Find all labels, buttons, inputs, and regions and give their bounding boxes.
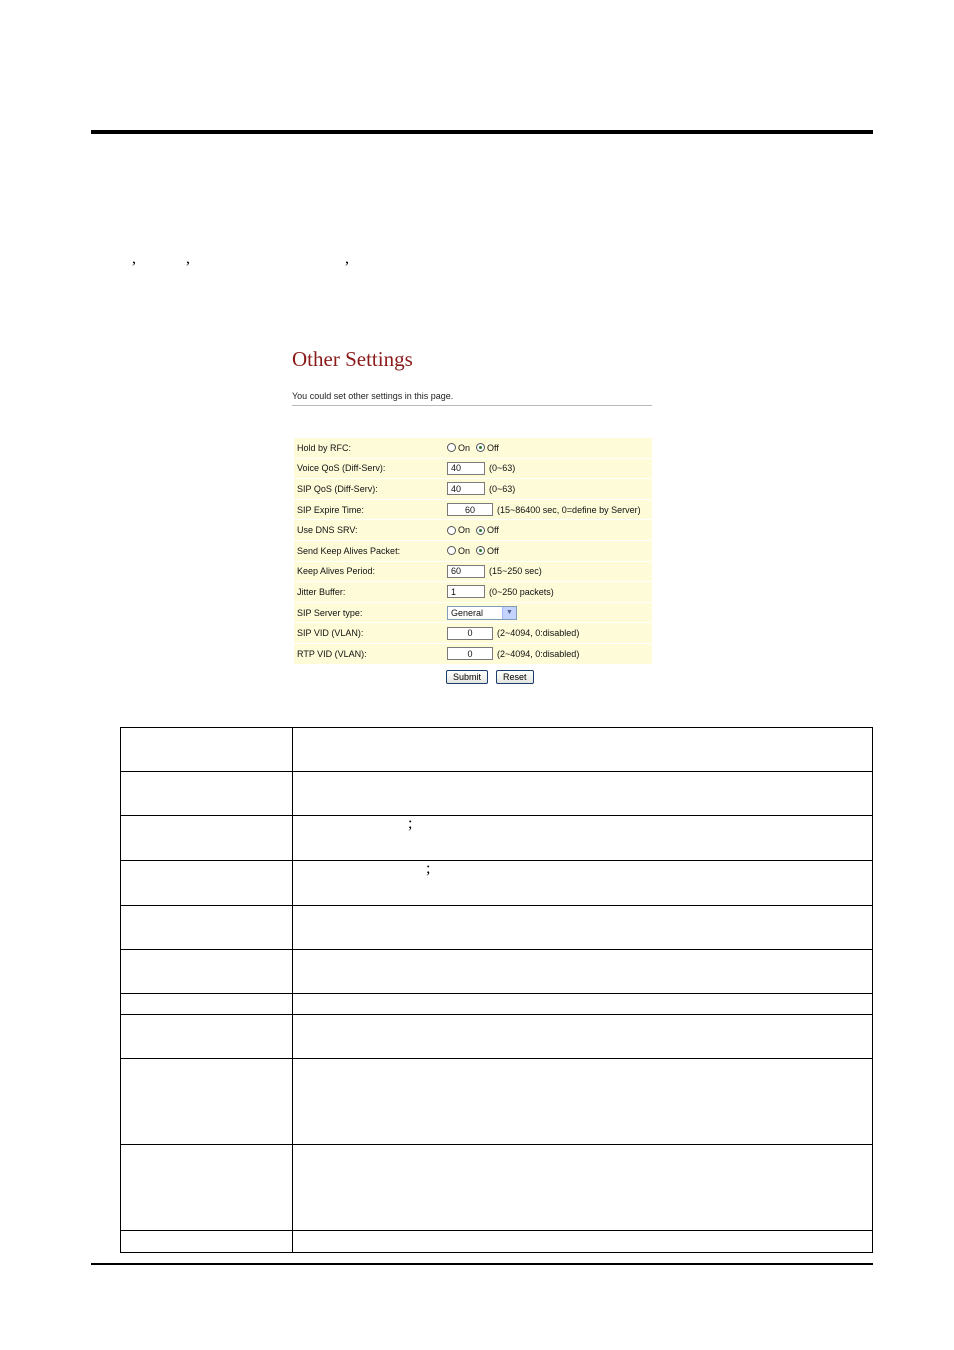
row-sip-expire-time: [294, 499, 652, 520]
table-cell-description: [293, 994, 873, 1015]
bottom-rule: [91, 1263, 873, 1265]
sip-qos-input[interactable]: 40: [447, 482, 485, 495]
table-row: [121, 994, 873, 1015]
send-keep-alives-label: Send Keep Alives Packet:: [297, 545, 401, 556]
row-use-dns-srv: [294, 519, 652, 540]
jitter-buffer-label: Jitter Buffer:: [297, 586, 346, 597]
use-dns-srv-label: Use DNS SRV:: [297, 525, 358, 536]
row-sip-qos: [294, 478, 652, 499]
chevron-down-icon[interactable]: ▼: [502, 607, 516, 619]
table-cell-term: [121, 816, 293, 861]
table-cell-term: [121, 861, 293, 906]
hold-by-rfc-label: Hold by RFC:: [297, 442, 352, 453]
table-cell-description: [293, 1145, 873, 1231]
semicolon-mark: ;: [426, 860, 431, 877]
page-title: Other Settings: [292, 347, 413, 371]
table-row: [121, 1231, 873, 1253]
table-cell-description: [293, 1059, 873, 1145]
table-cell-term: [121, 906, 293, 950]
sip-expire-time-label: SIP Expire Time:: [297, 504, 364, 515]
hold-by-rfc-on-radio[interactable]: On: [447, 443, 470, 453]
page-description: You could set other settings in this page.: [292, 391, 454, 401]
semicolon-mark: ;: [408, 815, 413, 832]
table-row: [121, 861, 873, 906]
voice-qos-label: Voice QoS (Diff-Serv):: [297, 463, 386, 474]
table-cell-description: [293, 1015, 873, 1059]
reset-button[interactable]: Reset: [496, 670, 534, 684]
row-rtp-vid: [294, 643, 652, 664]
form-buttons: [446, 670, 534, 684]
table-cell-term: [121, 1015, 293, 1059]
sip-vid-input[interactable]: 0: [447, 627, 493, 640]
table-row: [121, 1059, 873, 1145]
send-keep-alives-on-radio[interactable]: On: [447, 546, 470, 556]
rtp-vid-input[interactable]: 0: [447, 647, 493, 660]
table-cell-description: [293, 772, 873, 816]
table-cell-term: [121, 1059, 293, 1145]
keep-alives-period-label: Keep Alives Period:: [297, 566, 376, 577]
comma-mark: ,: [186, 250, 190, 267]
row-jitter-buffer: [294, 581, 652, 602]
table-row: [121, 1145, 873, 1231]
divider: [292, 405, 652, 406]
table-cell-term: [121, 728, 293, 772]
submit-button[interactable]: Submit: [446, 670, 488, 684]
radio-selected-icon: [476, 526, 485, 535]
table-cell-term: [121, 1145, 293, 1231]
table-cell-description: [293, 1231, 873, 1253]
settings-form: [294, 438, 652, 664]
sip-qos-hint: (0~63): [489, 483, 516, 494]
table-cell-description: [293, 950, 873, 994]
row-sip-server-type: [294, 602, 652, 623]
keep-alives-period-hint: (15~250 sec): [489, 566, 542, 577]
table-cell-term: [121, 1231, 293, 1253]
sip-expire-time-input[interactable]: 60: [447, 503, 493, 516]
voice-qos-input[interactable]: 40: [447, 462, 485, 475]
sip-vid-hint: (2~4094, 0:disabled): [497, 628, 580, 639]
hold-by-rfc-off-radio[interactable]: Off: [476, 443, 499, 453]
row-hold-by-rfc: [294, 438, 652, 458]
keep-alives-period-input[interactable]: 60: [447, 565, 485, 578]
table-row: [121, 772, 873, 816]
radio-icon: [447, 443, 456, 452]
table-cell-description: [293, 906, 873, 950]
row-sip-vid: [294, 622, 652, 643]
jitter-buffer-input[interactable]: 1: [447, 585, 485, 598]
sip-qos-label: SIP QoS (Diff-Serv):: [297, 483, 378, 494]
use-dns-srv-off-radio[interactable]: Off: [476, 525, 499, 535]
rtp-vid-hint: (2~4094, 0:disabled): [497, 648, 580, 659]
table-row: [121, 950, 873, 994]
radio-icon: [447, 546, 456, 555]
table-cell-term: [121, 950, 293, 994]
table-cell-term: [121, 772, 293, 816]
table-cell-description: [293, 861, 873, 906]
radio-selected-icon: [476, 546, 485, 555]
table-cell-description: [293, 728, 873, 772]
table-cell-description: [293, 816, 873, 861]
table-row: [121, 728, 873, 772]
radio-icon: [447, 526, 456, 535]
sip-server-type-label: SIP Server type:: [297, 607, 363, 618]
row-send-keep-alives: [294, 540, 652, 561]
description-table: [120, 727, 873, 1253]
top-rule: [91, 130, 873, 134]
settings-panel: [292, 345, 654, 406]
jitter-buffer-hint: (0~250 packets): [489, 586, 554, 597]
row-keep-alives-period: [294, 561, 652, 582]
rtp-vid-label: RTP VID (VLAN):: [297, 648, 367, 659]
use-dns-srv-on-radio[interactable]: On: [447, 525, 470, 535]
sip-expire-time-hint: (15~86400 sec, 0=define by Server): [497, 504, 641, 515]
send-keep-alives-off-radio[interactable]: Off: [476, 546, 499, 556]
comma-mark: ,: [345, 250, 349, 267]
sip-server-type-select[interactable]: General ▼: [447, 606, 517, 620]
table-cell-term: [121, 994, 293, 1015]
voice-qos-hint: (0~63): [489, 463, 516, 474]
table-row: [121, 1015, 873, 1059]
table-row: [121, 816, 873, 861]
sip-vid-label: SIP VID (VLAN):: [297, 628, 364, 639]
row-voice-qos: [294, 458, 652, 479]
table-row: [121, 906, 873, 950]
comma-mark: ,: [132, 250, 136, 267]
radio-selected-icon: [476, 443, 485, 452]
